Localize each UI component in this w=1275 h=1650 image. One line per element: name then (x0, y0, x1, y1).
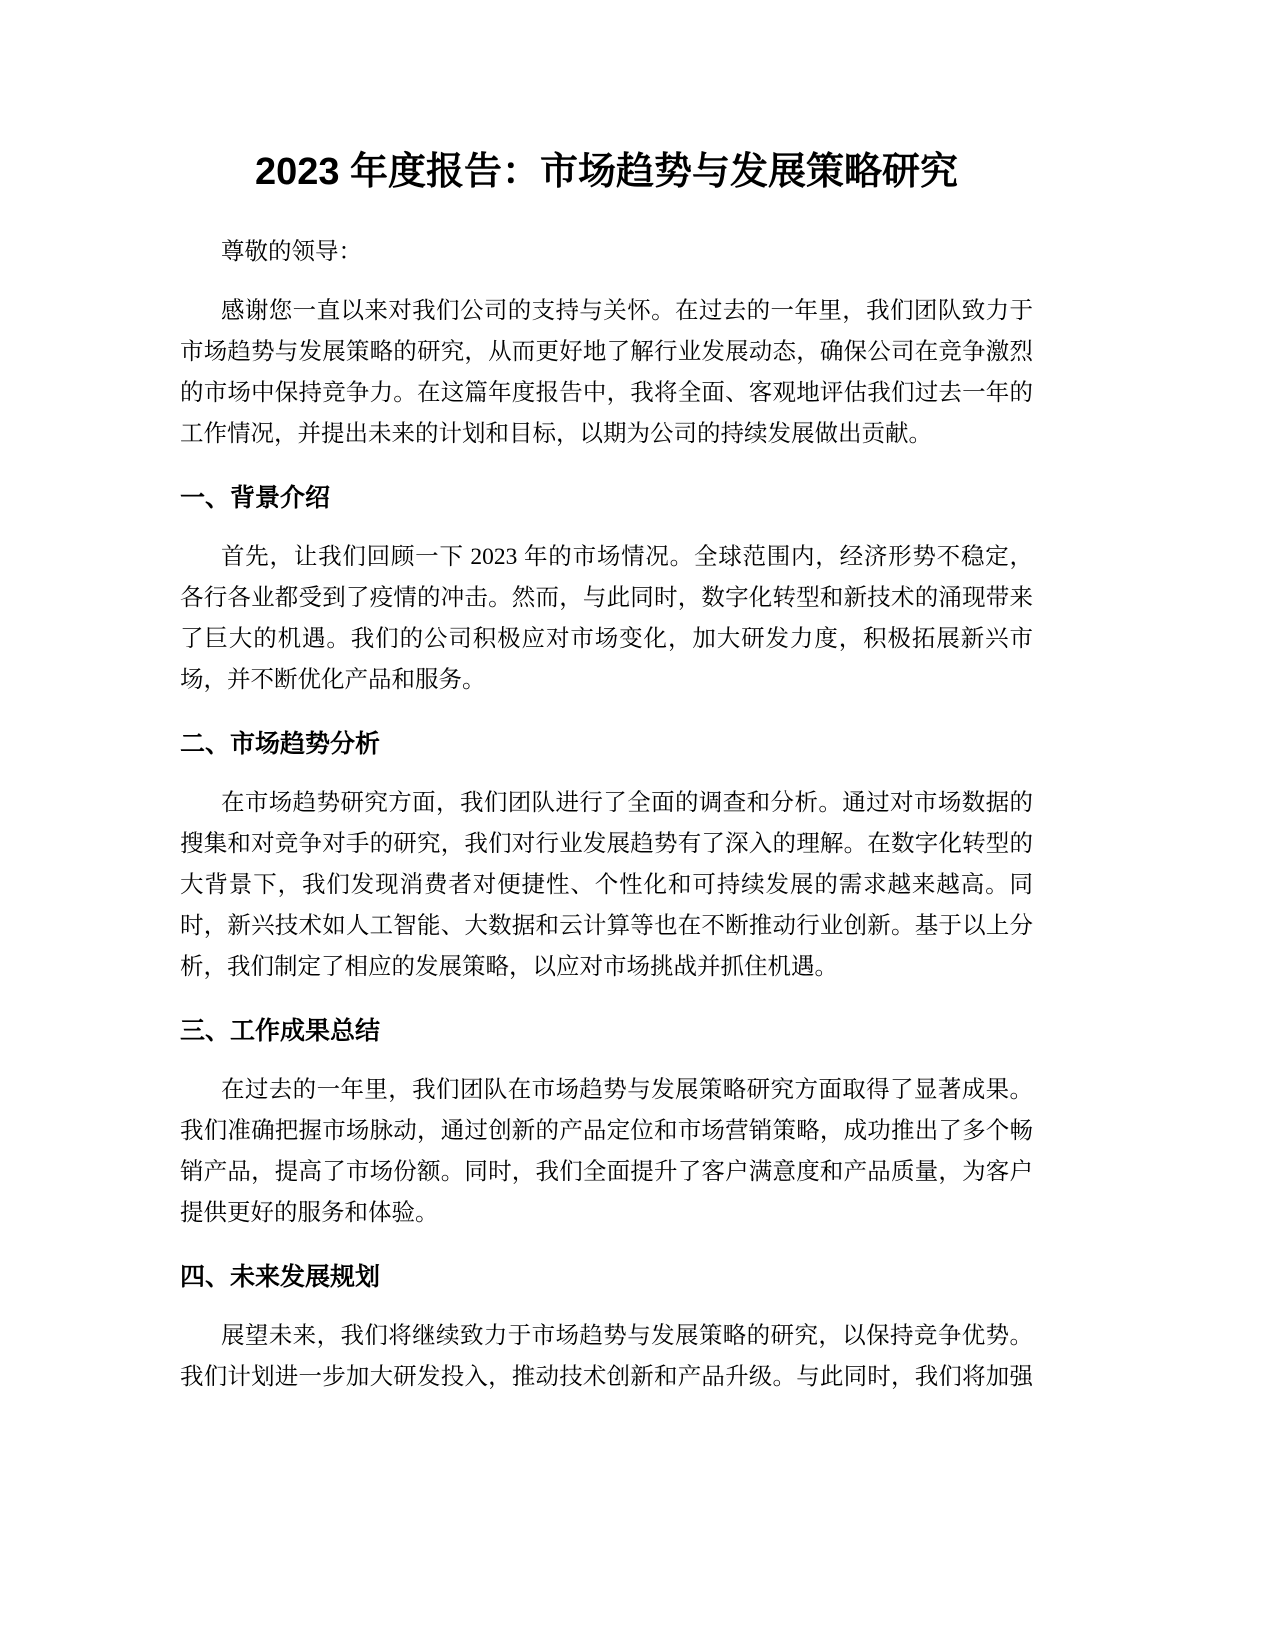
paragraph-line: 首先，让我们回顾一下 2023 年的市场情况。全球范围内，经济形势不稳定， (221, 544, 1033, 570)
section-heading-achievements: 三、工作成果总结 (180, 1017, 381, 1045)
paragraph-line: 展望未来，我们将继续致力于市场趋势与发展策略的研究，以保持竞争优势。 (221, 1323, 1033, 1349)
document-body (180, 146, 1033, 1398)
paragraph-line: 大背景下，我们发现消费者对便捷性、个性化和可持续发展的需求越来越高。同 (180, 872, 1033, 898)
paragraph-line: 时，新兴技术如人工智能、大数据和云计算等也在不断推动行业创新。基于以上分 (180, 913, 1033, 939)
paragraph-line: 提供更好的服务和体验。 (180, 1200, 439, 1226)
paragraph-line: 我们准确把握市场脉动，通过创新的产品定位和市场营销策略，成功推出了多个畅 (180, 1118, 1033, 1144)
section-heading-future-plans: 四、未来发展规划 (180, 1263, 381, 1291)
paragraph-line: 市场趋势与发展策略的研究，从而更好地了解行业发展动态，确保公司在竞争激烈 (180, 339, 1033, 365)
paragraph-line: 的市场中保持竞争力。在这篇年度报告中，我将全面、客观地评估我们过去一年的 (180, 380, 1033, 406)
greeting: 尊敬的领导： (221, 239, 362, 265)
paragraph-line: 销产品，提高了市场份额。同时，我们全面提升了客户满意度和产品质量，为客户 (180, 1159, 1033, 1185)
intro-paragraph (180, 291, 1033, 455)
section-heading-background: 一、背景介绍 (180, 484, 331, 512)
paragraph-line: 感谢您一直以来对我们公司的支持与关怀。在过去的一年里，我们团队致力于 (221, 298, 1033, 324)
paragraph-line: 搜集和对竞争对手的研究，我们对行业发展趋势有了深入的理解。在数字化转型的 (180, 831, 1033, 857)
section-paragraph-background (180, 537, 1033, 701)
document-title: 2023 年度报告：市场趋势与发展策略研究 (254, 151, 959, 193)
section-paragraph-achievements (180, 1070, 1033, 1234)
paragraph-line: 各行各业都受到了疫情的冲击。然而，与此同时，数字化转型和新技术的涌现带来 (180, 585, 1033, 611)
section-paragraph-future-plans (180, 1316, 1033, 1398)
paragraph-line: 析，我们制定了相应的发展策略，以应对市场挑战并抓住机遇。 (180, 954, 838, 980)
paragraph-line: 了巨大的机遇。我们的公司积极应对市场变化，加大研发力度，积极拓展新兴市 (180, 626, 1033, 652)
section-paragraph-market-trends (180, 783, 1033, 988)
paragraph-line: 场，并不断优化产品和服务。 (180, 667, 486, 693)
paragraph-line: 在市场趋势研究方面，我们团队进行了全面的调查和分析。通过对市场数据的 (221, 790, 1033, 816)
paragraph-line: 在过去的一年里，我们团队在市场趋势与发展策略研究方面取得了显著成果。 (221, 1077, 1033, 1103)
section-heading-market-trends: 二、市场趋势分析 (180, 730, 381, 758)
paragraph-line: 我们计划进一步加大研发投入，推动技术创新和产品升级。与此同时，我们将加强 (180, 1364, 1033, 1390)
paragraph-line: 工作情况，并提出未来的计划和目标，以期为公司的持续发展做出贡献。 (180, 421, 932, 447)
